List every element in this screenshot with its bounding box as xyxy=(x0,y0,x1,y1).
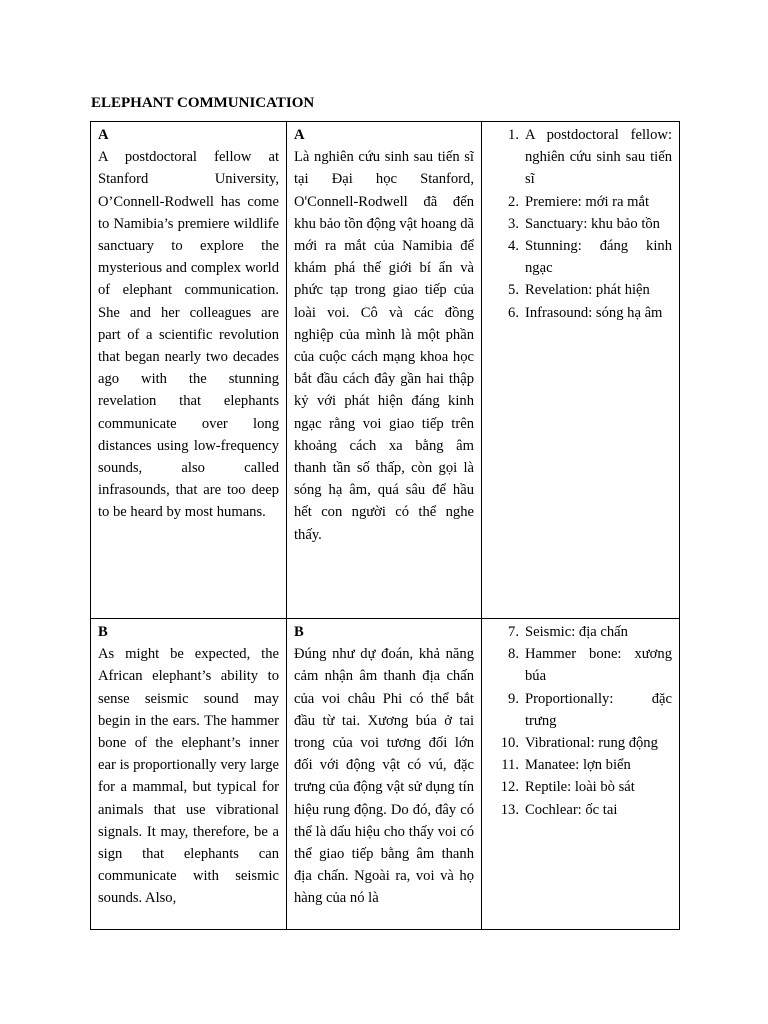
item-text: Sanctuary: khu bảo tồn xyxy=(525,215,660,232)
item-text: Proportionally: đặc trưng xyxy=(525,690,672,729)
glossary-item xyxy=(489,799,672,821)
glossary-item xyxy=(489,621,672,643)
item-number: 5. xyxy=(508,282,519,299)
glossary-item xyxy=(489,213,672,235)
section-label: B xyxy=(294,624,304,640)
vietnamese-paragraph: Đúng như dự đoán, khả năng cảm nhận âm thanh địa chấn của voi châu Phi có thể bắt đầu từ tai. Xương búa ở tai trong của voi tương đối lớn đối với động vật có vú, đặc trưng của động vật sử dụng tín hiệu rung động. Do đó, đây có thể là dấu hiệu cho thấy voi có thể giao tiếp bằng âm thanh địa chấn. Ngoài ra, voi và họ hàng của nó là xyxy=(294,646,474,907)
glossary-cell-b xyxy=(482,619,680,930)
item-text: Revelation: phát hiện xyxy=(525,282,650,299)
item-number: 2. xyxy=(508,193,519,210)
item-text: Reptile: loài bò sát xyxy=(525,779,635,796)
item-number: 13. xyxy=(500,801,519,818)
section-label: A xyxy=(294,127,305,143)
english-cell-b xyxy=(91,619,287,930)
glossary-item xyxy=(489,124,672,191)
vietnamese-cell-a xyxy=(287,122,482,619)
glossary-item xyxy=(489,688,672,732)
item-text: Cochlear: ốc tai xyxy=(525,801,618,818)
glossary-list xyxy=(489,621,672,821)
item-text: Hammer bone: xương búa xyxy=(525,646,672,685)
english-cell-a xyxy=(91,122,287,619)
table-row-b xyxy=(91,619,680,930)
item-number: 1. xyxy=(508,127,519,143)
item-text: A postdoctoral fellow: nghiên cứu sinh sau tiến sĩ xyxy=(525,127,672,188)
item-text: Seismic: địa chấn xyxy=(525,624,628,640)
item-text: Stunning: đáng kinh ngạc xyxy=(525,238,672,277)
item-number: 7. xyxy=(508,624,519,640)
item-text: Premiere: mới ra mắt xyxy=(525,193,650,210)
item-number: 12. xyxy=(500,779,519,796)
document-title: ELEPHANT COMMUNICATION xyxy=(91,95,315,111)
glossary-item xyxy=(489,643,672,687)
section-label: B xyxy=(98,624,108,640)
item-number: 10. xyxy=(500,735,519,752)
item-number: 4. xyxy=(508,238,519,255)
bilingual-vocabulary-table xyxy=(90,121,680,930)
glossary-item xyxy=(489,235,672,279)
item-text: Infrasound: sóng hạ âm xyxy=(525,304,663,321)
item-number: 3. xyxy=(508,215,519,232)
glossary-item xyxy=(489,302,672,324)
glossary-item xyxy=(489,776,672,798)
vietnamese-cell-b xyxy=(287,619,482,930)
item-number: 6. xyxy=(508,304,519,321)
glossary-cell-a xyxy=(482,122,680,619)
item-text: Manatee: lợn biển xyxy=(525,757,631,774)
glossary-list xyxy=(489,124,672,324)
english-paragraph: A postdoctoral fellow at Stanford University, O’Connell-Rodwell has come to Namibia’s premiere wildlife sanctuary to explore the mysterious and complex world of elephant communication. She and her colleagues are part of a scientific revolution that began nearly two decades ago with the stunning revelation that elephants communicate over long distances using low-frequency sounds, also called infrasounds, that are too deep to be heard by most humans. xyxy=(98,149,279,521)
english-paragraph: As might be expected, the African elephant’s ability to sense seismic sound may begin in the ears. The hammer bone of the elephant’s inner ear is proportionally very large for a mammal, but typical for animals that use vibrational signals. It may, therefore, be a sign that elephants can communicate with seismic sounds. Also, xyxy=(98,646,279,907)
item-number: 9. xyxy=(508,690,519,707)
glossary-item xyxy=(489,279,672,301)
table-row-a xyxy=(91,122,680,619)
glossary-item xyxy=(489,754,672,776)
glossary-item xyxy=(489,732,672,754)
item-text: Vibrational: rung động xyxy=(525,735,658,752)
glossary-item xyxy=(489,191,672,213)
section-label: A xyxy=(98,127,109,143)
item-number: 8. xyxy=(508,646,519,663)
vietnamese-paragraph: Là nghiên cứu sinh sau tiến sĩ tại Đại học Stanford, O'Connell-Rodwell đã đến khu bảo tồn động vật hoang dã mới ra mắt của Namibia để khám phá thế giới bí ẩn và phức tạp trong giao tiếp của loài voi. Cô và các đồng nghiệp của mình là một phần của cuộc cách mạng khoa học bắt đầu cách đây gần hai thập kỷ với phát hiện đáng kinh ngạc rằng voi giao tiếp trên khoảng cách xa bằng âm thanh tần số thấp, còn gọi là sóng hạ âm, quá sâu để hầu hết con người có thể nghe thấy. xyxy=(294,149,474,543)
item-number: 11. xyxy=(501,757,519,774)
